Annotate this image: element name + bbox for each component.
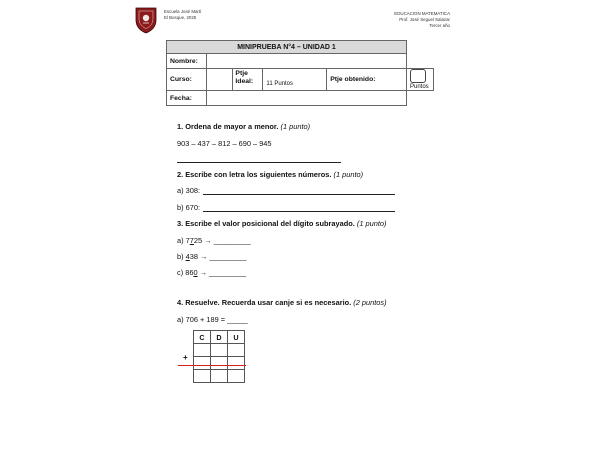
school-info [164,9,201,21]
q3-item-a: a) 7725 → _________ [177,236,251,245]
q2-item-a: a) 308: [177,186,201,195]
grid-cell[interactable] [211,344,228,357]
q3-points: (1 punto) [356,219,387,228]
student-info-table [166,40,434,106]
grid-cell[interactable] [194,357,211,370]
fecha-label: Fecha: [167,91,207,106]
ptje-obtenido-label: Ptje obtenido: [327,69,407,91]
fecha-field[interactable] [206,91,406,106]
q2-heading [177,170,363,179]
ptje-ideal-label: Ptje Ideal: [233,69,263,90]
q1-numbers: 903 – 437 – 812 – 690 – 945 [177,139,272,148]
school-crest-icon [134,6,158,34]
sum-red-line [178,365,246,366]
q1-title: 1. Ordena de mayor a menor. [177,122,279,131]
q2-points: (1 punto) [333,170,364,179]
subject-name: EDUCACION MATEMATICA [394,11,450,16]
nombre-label: Nombre: [167,54,207,69]
teacher-name: Prof. José Seguel Salazar [399,17,450,22]
q3-heading [177,219,387,228]
underlined-digit: 7 [189,236,194,245]
q4-item-a: a) 706 + 189 = _____ [177,315,248,324]
q2-b-answer-line[interactable] [203,211,395,212]
grid-cell[interactable] [228,344,245,357]
grid-cell[interactable] [211,370,228,383]
q3-item-b: b) 438 → _________ [177,252,247,261]
col-c-header: C [194,331,211,344]
grid-cell[interactable] [228,370,245,383]
q4-points: (2 puntos) [353,298,387,307]
col-d-header: D [211,331,228,344]
ptje-obtenido-field[interactable] [407,69,434,91]
q1-points: (1 punto) [280,122,311,131]
underlined-digit: 0 [193,268,198,277]
school-name: Escuela José Martí [164,9,202,14]
test-title: MINIPRUEBA N°4 – UNIDAD 1 [167,41,407,54]
puntos-label: Puntos [410,84,429,90]
grid-cell[interactable] [211,357,228,370]
grid-cell[interactable] [194,370,211,383]
curso-label: Curso: [167,69,207,91]
q4-heading [177,298,387,307]
curso-field[interactable] [206,69,233,91]
col-u-header: U [228,331,245,344]
q2-item-b: b) 670: [177,203,201,212]
q1-answer-line[interactable] [177,162,341,163]
q3-title: 3. Escribe el valor posicional del dígito subrayado. [177,219,355,228]
plus-sign: + [183,353,188,362]
grid-cell[interactable] [194,344,211,357]
ptje-ideal-value: 11 Puntos [266,81,293,87]
place-value-grid [193,330,245,383]
grade-level: Tercer año [429,23,450,28]
underlined-digit: 4 [185,252,190,261]
q3-item-c: c) 860 → _________ [177,268,247,277]
q2-a-answer-line[interactable] [203,194,395,195]
q2-title: 2. Escribe con letra los siguientes números. [177,170,332,179]
grid-cell[interactable] [228,357,245,370]
q1-heading [177,122,310,131]
score-box[interactable] [410,69,426,83]
teacher-info [394,11,450,29]
school-location: El Bosque, 2025 [164,15,197,20]
q4-title: 4. Resuelve. Recuerda usar canje si es necesario. [177,298,352,307]
nombre-field[interactable] [206,54,406,69]
